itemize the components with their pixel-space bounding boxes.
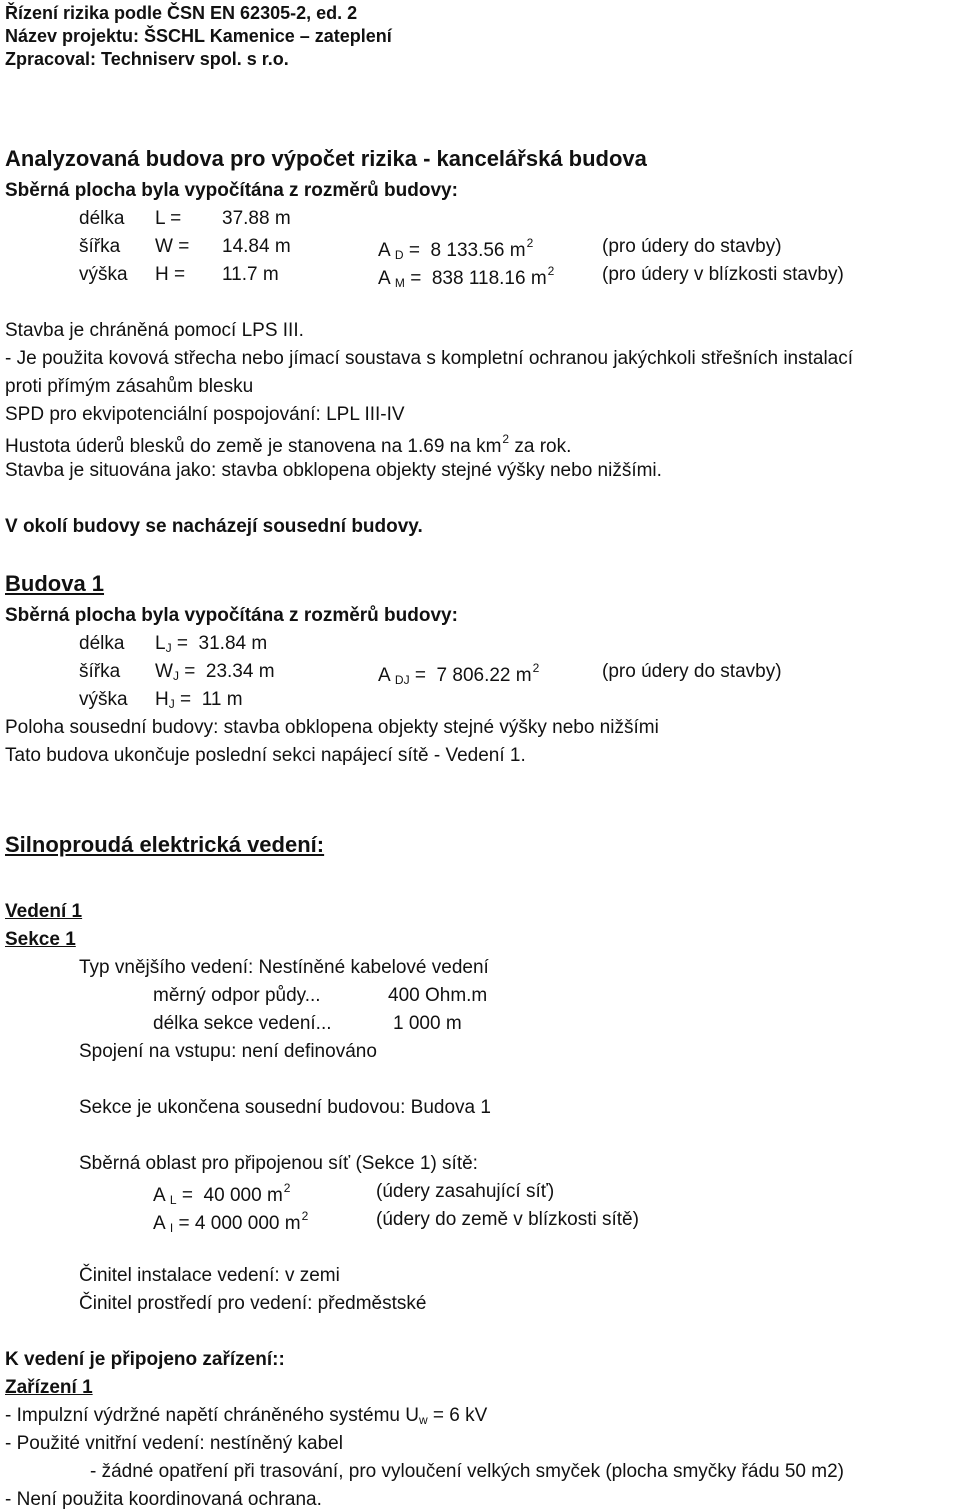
power-type: Typ vnějšího vedení: Nestíněné kabelové vedení [79,957,489,978]
building1-height-label: výška [79,689,128,710]
area-m: A $_M$ = 838 118.16 $m^2$ [378,264,555,290]
building1-width: $W_J = 23.34$ m [155,661,275,683]
device-item-wiring: - Použité vnitřní vedení: nestíněný kabel [5,1433,343,1454]
resistivity-label: měrný odpor půdy... [153,985,321,1006]
device-item-voltage: - Impulzní výdržné napětí chráněného systému $U_w = 6$ kV [5,1405,488,1427]
height-label: výška [79,264,128,285]
area-d-note: (pro údery do stavby) [602,236,782,257]
analysis-area-intro: Sběrná plocha byla vypočítána z rozměrů budovy: [5,180,458,201]
area-l-note: (údery zasahující síť) [376,1181,555,1202]
section-termination: Sekce je ukončena sousední budovou: Budova 1 [79,1097,491,1118]
environment-factor: Činitel prostředí pro vedení: předměstské [79,1293,427,1314]
length-label: délka [79,208,125,229]
neighbors-text: V okolí budovy se nacházejí sousední budovy. [5,516,423,537]
device-label: Zařízení 1 [5,1377,93,1398]
spd-text: SPD pro ekvipotenciální pospojování: LPL III-IV [5,404,405,425]
devices-title: K vedení je připojeno zařízení:: [5,1349,285,1370]
building1-termination: Tato budova ukončuje poslední sekci napájecí sítě - Vedení 1. [5,745,526,766]
header-project: Název projektu: ŠSCHL Kamenice – zateplení [5,26,392,46]
building1-width-label: šířka [79,661,121,682]
collection-area-intro: Sběrná oblast pro připojenou síť (Sekce 1) sítě: [79,1153,478,1174]
area-i: A $_I$ = 4 000 000 $m^2$ [153,1209,309,1235]
situation-text: Stavba je situována jako: stavba obklopena objekty stejné výšky nebo nižšími. [5,460,662,481]
power-line-label: Vedení 1 [5,901,83,922]
building1-length-label: délka [79,633,125,654]
building1-length: $L_J = 31.84$ m [155,633,268,655]
device-item-routing: - žádné opatření při trasování, pro vyloučení velkých smyček (plocha smyčky řádu 50 m2) [90,1461,844,1482]
length-symbol: L = [155,208,182,229]
building1-height: $H_J = 11$ m [155,689,243,711]
input-connection: Spojení na vstupu: není definováno [79,1041,377,1062]
roof-text-cont: proti přímým zásahům blesku [5,376,254,397]
building1-area-intro: Sběrná plocha byla vypočítána z rozměrů budovy: [5,605,458,626]
analysis-title: Analyzovaná budova pro výpočet rizika - kancelářská budova [5,146,647,171]
building1-title: Budova 1 [5,571,105,596]
width-symbol: W = [155,236,190,257]
section-length-label: délka sekce vedení... [153,1013,332,1034]
roof-text: - Je použita kovová střecha nebo jímací soustava s kompletní ochranou jakýchkoli střešních instalací [5,348,854,369]
building1-area-note: (pro údery do stavby) [602,661,782,682]
area-l: A $_L$ = 40 000 $m^2$ [153,1181,291,1207]
area-i-note: (údery do země v blízkosti sítě) [376,1209,639,1230]
header-standard: Řízení rizika podle ČSN EN 62305-2, ed. 2 [5,3,358,23]
building1-position: Poloha sousední budovy: stavba obklopena objekty stejné výšky nebo nižšími [5,717,659,738]
header-author: Zpracoval: Techniserv spol. s r.o. [5,49,289,69]
power-title: Silnoproudá elektrická vedení: [5,832,325,857]
density-text: Hustota úderů blesků do země je stanovena na 1.69 na $km^2$ za rok. [5,432,572,457]
device-item-coordination: - Není použita koordinovaná ochrana. [5,1489,322,1510]
resistivity-value: 400 Ohm.m [388,985,488,1006]
length-value: 37.88 m [222,208,291,229]
area-d: A $_D$ = 8 133.56 $m^2$ [378,236,534,262]
building1-area-dj: A $_{DJ}$ = 7 806.22 $m^2$ [378,661,540,687]
power-section-label: Sekce 1 [5,929,76,950]
height-value: 11.7 m [222,264,279,285]
section-length-value: 1 000 m [393,1013,462,1034]
height-symbol: H = [155,264,186,285]
protection-text: Stavba je chráněná pomocí LPS III. [5,320,304,341]
width-value: 14.84 m [222,236,291,257]
installation-factor: Činitel instalace vedení: v zemi [79,1265,340,1286]
width-label: šířka [79,236,121,257]
area-m-note: (pro údery v blízkosti stavby) [602,264,844,285]
